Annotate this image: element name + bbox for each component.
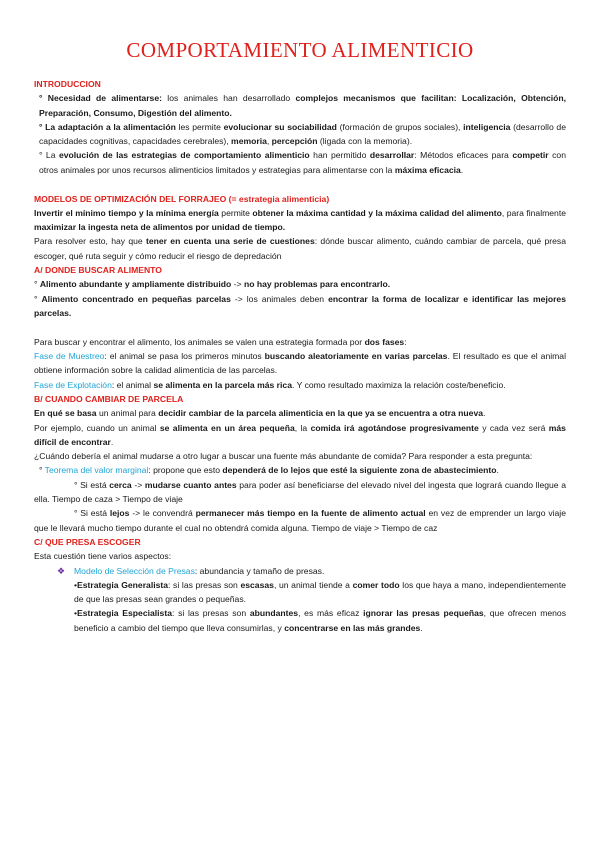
section-heading-modelos: MODELOS DE OPTIMIZACIÓN DEL FORRAJEO (= estrategia alimenticia) bbox=[34, 193, 330, 204]
c-sub-especialista: •Estrategia Especialista: si las presas son abundantes, es más eficaz ignorar las presas pequeñas, que ofrecen menos beneficio a cambio del tiempo que lleva consumirlas, y concentrarse en las más grandes. bbox=[74, 608, 567, 633]
spacer bbox=[34, 320, 566, 335]
intro-bullet-3: ° La evolución de las estrategias de comportamiento alimenticio han permitido desarrollar: Métodos eficaces para competir con otros animales por unos recursos alimenticios limitados y estrategias para alimentarse con la máxima eficacia. bbox=[39, 150, 566, 175]
a-bullet-2: ° Alimento concentrado en pequeñas parcelas -> los animales deben encontrar la forma de localizar e identificar las mejores parcelas. bbox=[34, 293, 566, 318]
section-heading-b: B/ CUANDO CAMBIAR DE PARCELA bbox=[34, 393, 184, 404]
document-body bbox=[34, 77, 566, 635]
intro-bullet-2: ° La adaptación a la alimentación les permite evolucionar su sociabilidad (formación de grupos sociales), inteligencia (desarrollo de capacidades cognitivas, capacidades cerebrales), memoria, percepción (ligada con la memoria). bbox=[39, 121, 566, 147]
b-paragraph-teorema: ° Teorema del valor marginal: propone que esto dependerá de lo lejos que esté la siguiente zona de abastecimiento. bbox=[39, 465, 499, 476]
c-sub-generalista: •Estrategia Generalista: si las presas son escasas, un animal tiende a comer todo los que haya a mano, independientemente de que las presas sean grandes o pequeñas. bbox=[74, 579, 566, 605]
b-paragraph-1: En qué se basa un animal para decidir cambiar de la parcela alimenticia en la que ya se encuentra a otra nueva. bbox=[34, 408, 486, 419]
modelos-paragraph-2: Para resolver esto, hay que tener en cuenta una serie de cuestiones: dónde buscar alimento, cuándo cambiar de parcela, qué presa escoger, qué ruta seguir y cómo reducir el riesgo de depredación bbox=[34, 236, 566, 261]
diamond-bullet-icon: ❖ bbox=[57, 565, 66, 576]
a-paragraph-1: Para buscar y encontrar el alimento, los animales se valen una estrategia formada por dos fases: bbox=[34, 336, 407, 347]
b-paragraph-lejos: ° Si está lejos -> le convendrá permanecer más tiempo en la fuente de alimento actual en vez de emprender un largo viaje que le llevará mucho tiempo durante el cual no obtendrá comida alguna. Tiempo de viaje > Tiempo de caz bbox=[34, 508, 566, 533]
b-paragraph-3: ¿Cuándo debería el animal mudarse a otro lugar a buscar una fuente más abundante de comida? Para responder a esta pregunta: bbox=[34, 451, 533, 462]
a-bullet-1: ° Alimento abundante y ampliamente distribuido -> no hay problemas para encontrarlo. bbox=[34, 279, 391, 290]
b-paragraph-2: Por ejemplo, cuando un animal se alimenta en un área pequeña, la comida irá agotándose progresivamente y cada vez será más difícil de encontrar. bbox=[34, 422, 566, 447]
modelos-paragraph-1: Invertir el mínimo tiempo y la mínima energía permite obtener la máxima cantidad y la máxima calidad del alimento, para finalmente maximizar la ingesta neta de alimentos por unidad de tiempo. bbox=[34, 207, 567, 233]
a-paragraph-fase-muestreo: Fase de Muestreo: el animal se pasa los primeros minutos buscando aleatoriamente en varias parcelas. El resultado es que el animal obtiene información sobre la calidad alimenticia de las parcelas. bbox=[34, 351, 566, 376]
b-paragraph-cerca: ° Si está cerca -> mudarse cuanto antes para poder así beneficiarse del elevado nivel del ingesta que logrará cuando llegue a ella. Tiempo de caza > Tiempo de viaje bbox=[34, 479, 567, 505]
section-heading-c: C/ QUE PRESA ESCOGER bbox=[34, 536, 141, 547]
section-heading-a: A/ DONDE BUSCAR ALIMENTO bbox=[34, 265, 162, 276]
a-paragraph-fase-explotacion: Fase de Explotación: el animal se alimenta en la parcela más rica. Y como resultado maximiza la relación coste/beneficio. bbox=[34, 379, 506, 390]
page-title: COMPORTAMIENTO ALIMENTICIO bbox=[126, 38, 474, 62]
c-paragraph-1: Esta cuestión tiene varios aspectos: bbox=[34, 551, 172, 562]
section-heading-introduccion: INTRODUCCION bbox=[34, 79, 101, 89]
c-item-seleccion-presas: ❖ Modelo de Selección de Presas: abundancia y tamaño de presas. bbox=[57, 564, 566, 578]
intro-bullet-1: ° Necesidad de alimentarse: los animales han desarrollado complejos mecanismos que facilitan: Localización, Obtención, Preparación, Consumo, Digestión del alimento. bbox=[39, 93, 566, 118]
spacer bbox=[34, 177, 566, 192]
